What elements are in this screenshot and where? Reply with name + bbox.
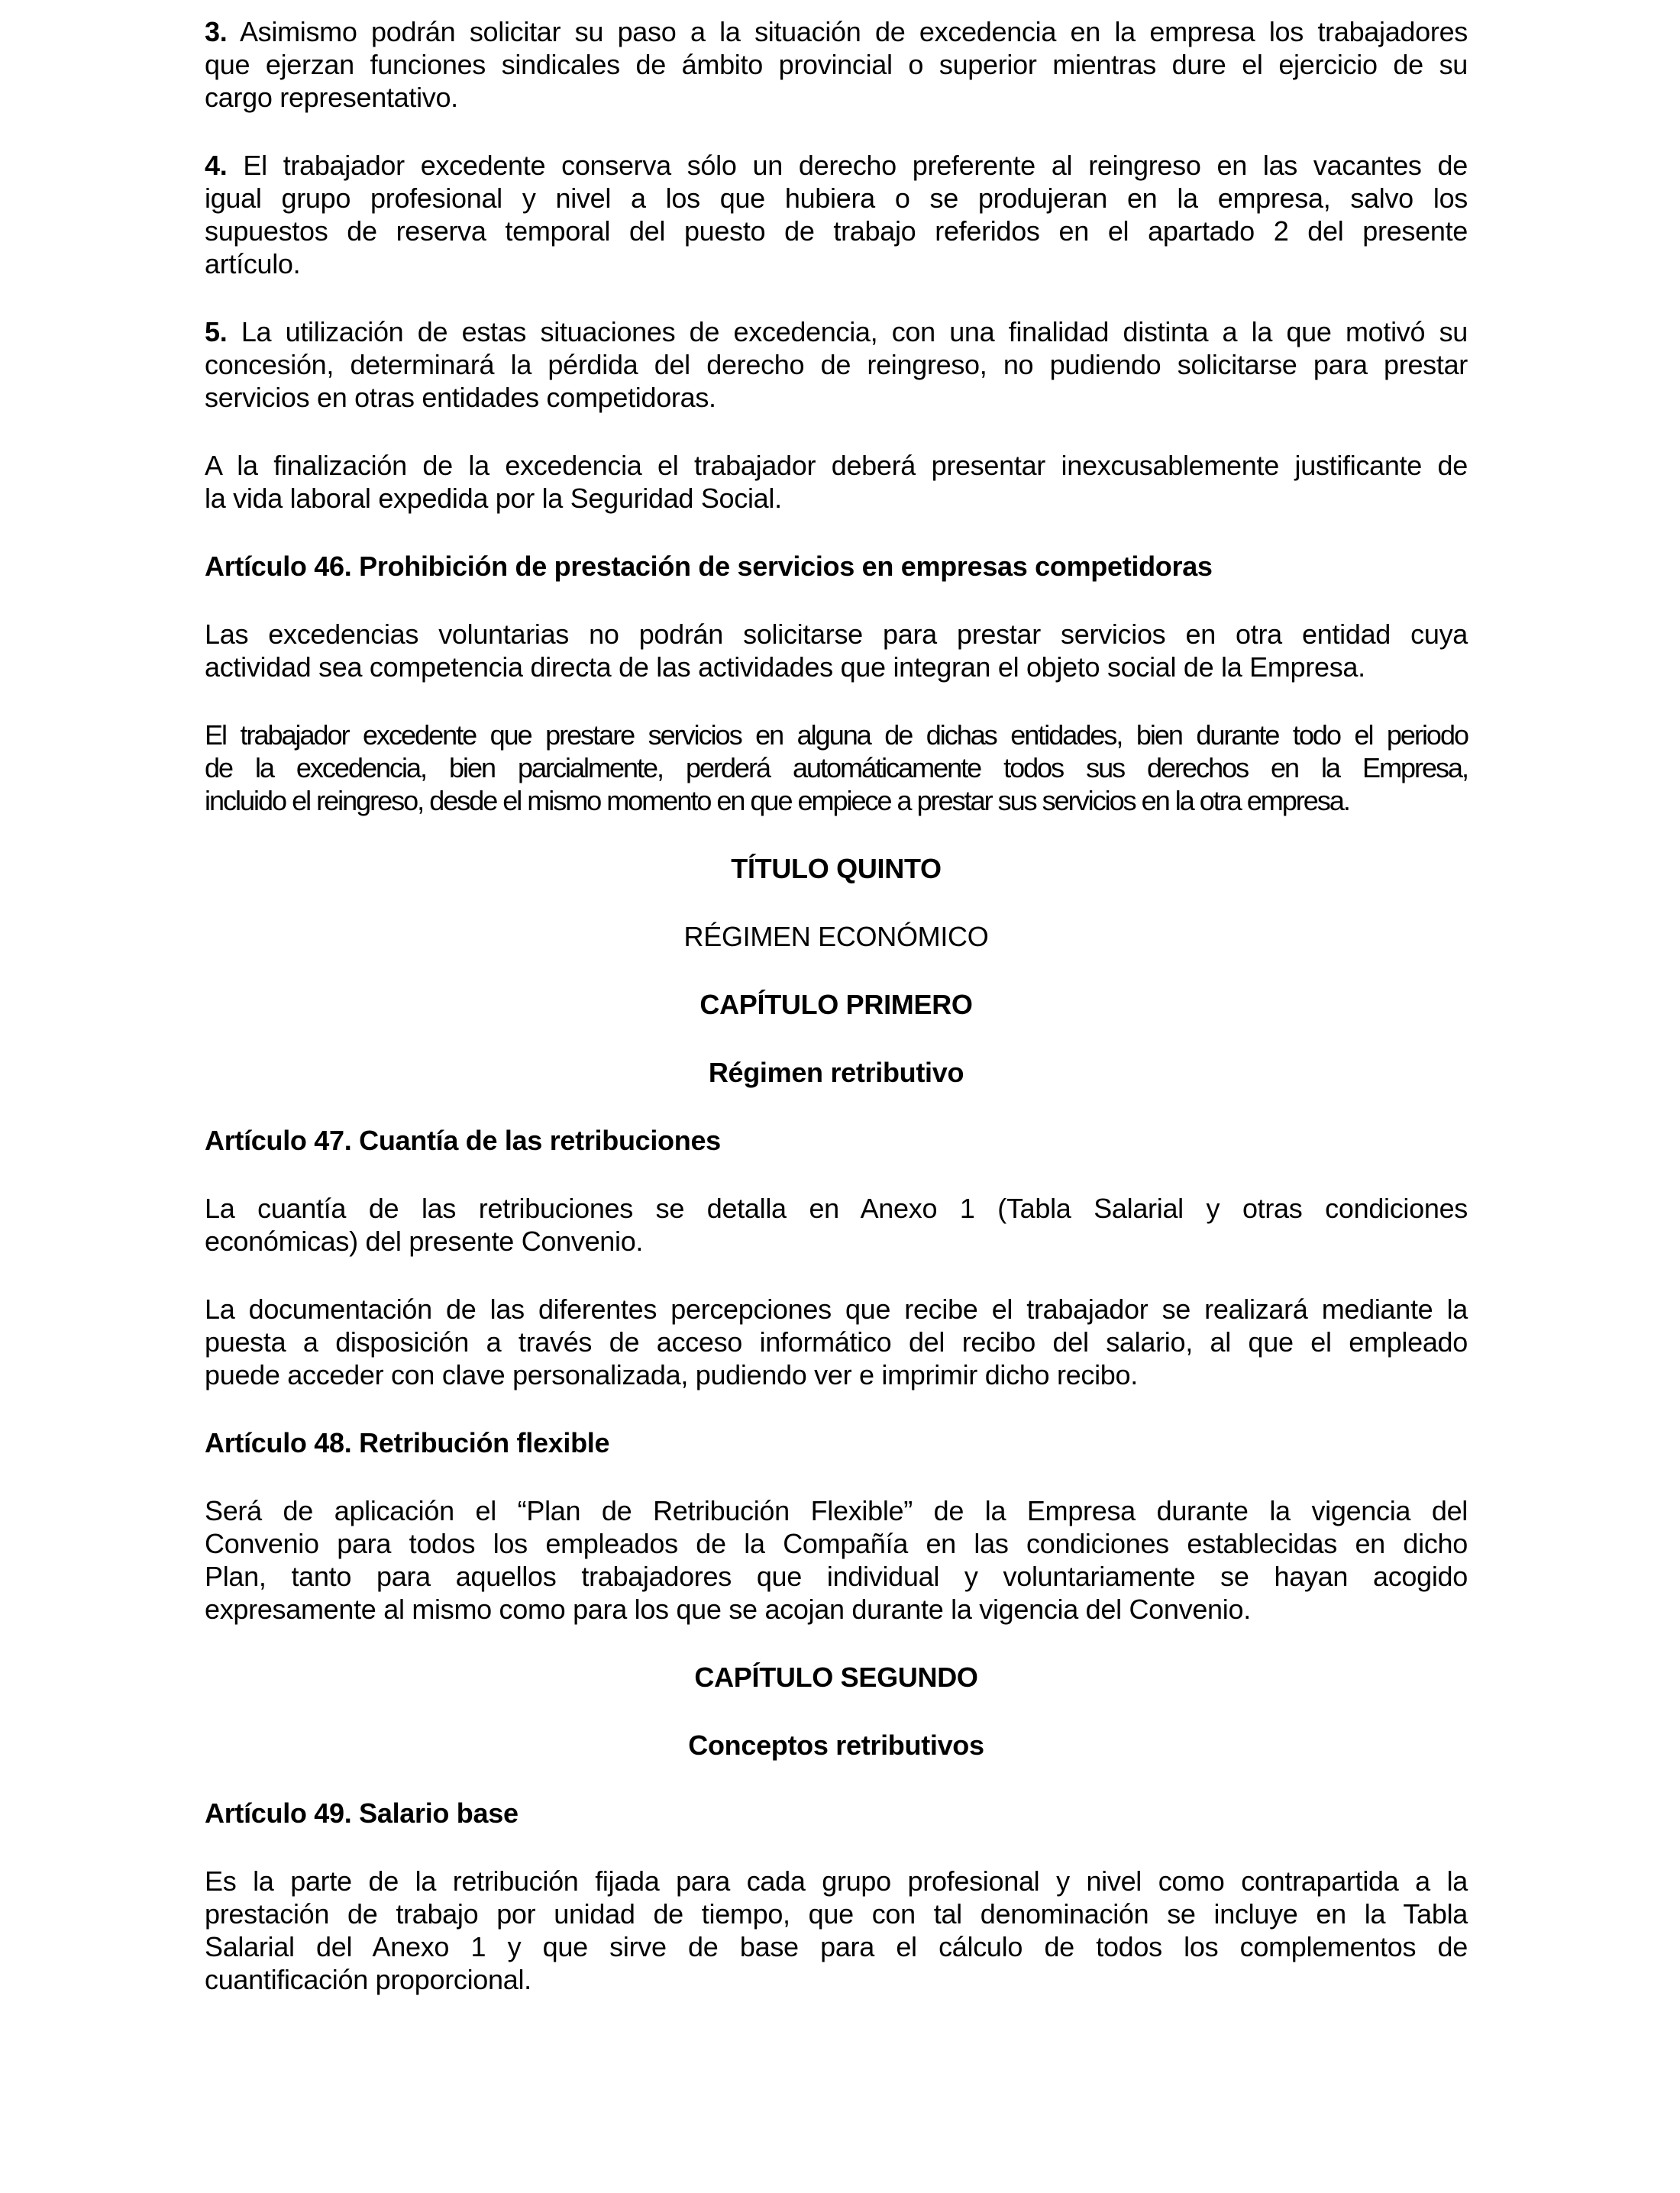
text-line: Salarial del Anexo 1 y que sirve de base para el cálculo de todos los complementos de xyxy=(205,1931,1468,1962)
paragraph-trabajador-excedente xyxy=(205,719,1468,817)
text-line: igual grupo profesional y nivel a los que hubiera o se produjeran en la empresa, salvo los xyxy=(205,182,1468,214)
paragraph-number: 4. xyxy=(205,150,228,181)
article-46-heading: Artículo 46. Prohibición de prestación de servicios en empresas competidoras xyxy=(205,551,1213,582)
paragraph-finalizacion xyxy=(205,449,1468,515)
paragraph-excedencias-voluntarias xyxy=(205,618,1468,683)
text-line: Será de aplicación el “Plan de Retribución Flexible” de la Empresa durante la vigencia del xyxy=(205,1495,1468,1526)
conceptos-retributivos-heading: Conceptos retributivos xyxy=(688,1730,984,1761)
text-line: prestación de trabajo por unidad de tiempo, que con tal denominación se incluye en la Tabla xyxy=(205,1898,1468,1930)
text-line: que ejerzan funciones sindicales de ámbito provincial o superior mientras dure el ejercicio de su xyxy=(205,49,1468,80)
text-line: artículo. xyxy=(205,248,301,279)
text-line: servicios en otras entidades competidoras. xyxy=(205,382,716,413)
text-line xyxy=(205,15,1468,48)
text-line: supuestos de reserva temporal del puesto de trabajo referidos en el apartado 2 del presente xyxy=(205,215,1468,247)
text-line-content: Asimismo podrán solicitar su paso a la situación de excedencia en la empresa los trabajadores xyxy=(239,16,1468,47)
text-line: actividad sea competencia directa de las actividades que integran el objeto social de la Empresa. xyxy=(205,651,1365,683)
article-49-heading: Artículo 49. Salario base xyxy=(205,1797,519,1829)
text-line: El trabajador excedente que prestare servicios en alguna de dichas entidades, bien durante todo el periodo xyxy=(205,719,1468,751)
text-line-content: La utilización de estas situaciones de excedencia, con una finalidad distinta a la que motivó su xyxy=(241,316,1468,347)
text-line xyxy=(205,315,1468,348)
text-line: incluido el reingreso, desde el mismo momento en que empiece a prestar sus servicios en la otra empresa. xyxy=(205,785,1349,816)
paragraph-number: 5. xyxy=(205,316,228,347)
paragraph-documentacion xyxy=(205,1293,1468,1391)
text-line: expresamente al mismo como para los que se acojan durante la vigencia del Convenio. xyxy=(205,1594,1251,1625)
text-line: puesta a disposición a través de acceso informático del recibo del salario, al que el empleado xyxy=(205,1326,1468,1358)
text-line: A la finalización de la excedencia el trabajador deberá presentar inexcusablemente justificante de xyxy=(205,450,1468,481)
text-line: La cuantía de las retribuciones se detalla en Anexo 1 (Tabla Salarial y otras condiciones xyxy=(205,1193,1468,1224)
text-line: Plan, tanto para aquellos trabajadores que individual y voluntariamente se hayan acogido xyxy=(205,1561,1468,1592)
text-line: concesión, determinará la pérdida del derecho de reingreso, no pudiendo solicitarse para prestar xyxy=(205,349,1468,380)
text-line xyxy=(205,149,1468,182)
text-line: cuantificación proporcional. xyxy=(205,1964,531,1995)
capitulo-primero-heading: CAPÍTULO PRIMERO xyxy=(699,989,973,1020)
capitulo-segundo-heading: CAPÍTULO SEGUNDO xyxy=(694,1662,978,1693)
text-line: cargo representativo. xyxy=(205,82,458,113)
paragraph-number: 3. xyxy=(205,16,228,47)
text-line: de la excedencia, bien parcialmente, perderá automáticamente todos sus derechos en la Empresa, xyxy=(205,752,1468,783)
regimen-retributivo-heading: Régimen retributivo xyxy=(708,1057,964,1088)
paragraph-salario-base xyxy=(205,1865,1468,1996)
title-quinto-heading: TÍTULO QUINTO xyxy=(731,853,942,884)
regimen-economico-heading: RÉGIMEN ECONÓMICO xyxy=(683,921,989,952)
article-48-heading: Artículo 48. Retribución flexible xyxy=(205,1427,610,1458)
text-line: la vida laboral expedida por la Seguridad Social. xyxy=(205,483,782,514)
text-line: económicas) del presente Convenio. xyxy=(205,1226,644,1257)
text-line: Convenio para todos los empleados de la Compañía en las condiciones establecidas en dicho xyxy=(205,1528,1468,1559)
numbered-paragraph-5 xyxy=(205,315,1468,414)
text-line: La documentación de las diferentes percepciones que recibe el trabajador se realizará mediante la xyxy=(205,1294,1468,1325)
numbered-paragraph-4 xyxy=(205,149,1468,280)
paragraph-retribucion-flexible xyxy=(205,1494,1468,1626)
text-line: puede acceder con clave personalizada, pudiendo ver e imprimir dicho recibo. xyxy=(205,1359,1138,1390)
numbered-paragraph-3 xyxy=(205,15,1468,114)
text-line: Es la parte de la retribución fijada para cada grupo profesional y nivel como contrapartida a la xyxy=(205,1865,1468,1897)
text-line: Las excedencias voluntarias no podrán solicitarse para prestar servicios en otra entidad cuya xyxy=(205,618,1468,650)
text-line-content: El trabajador excedente conserva sólo un derecho preferente al reingreso en las vacantes de xyxy=(243,150,1468,181)
article-47-heading: Artículo 47. Cuantía de las retribuciones xyxy=(205,1125,721,1156)
paragraph-cuantia xyxy=(205,1192,1468,1258)
